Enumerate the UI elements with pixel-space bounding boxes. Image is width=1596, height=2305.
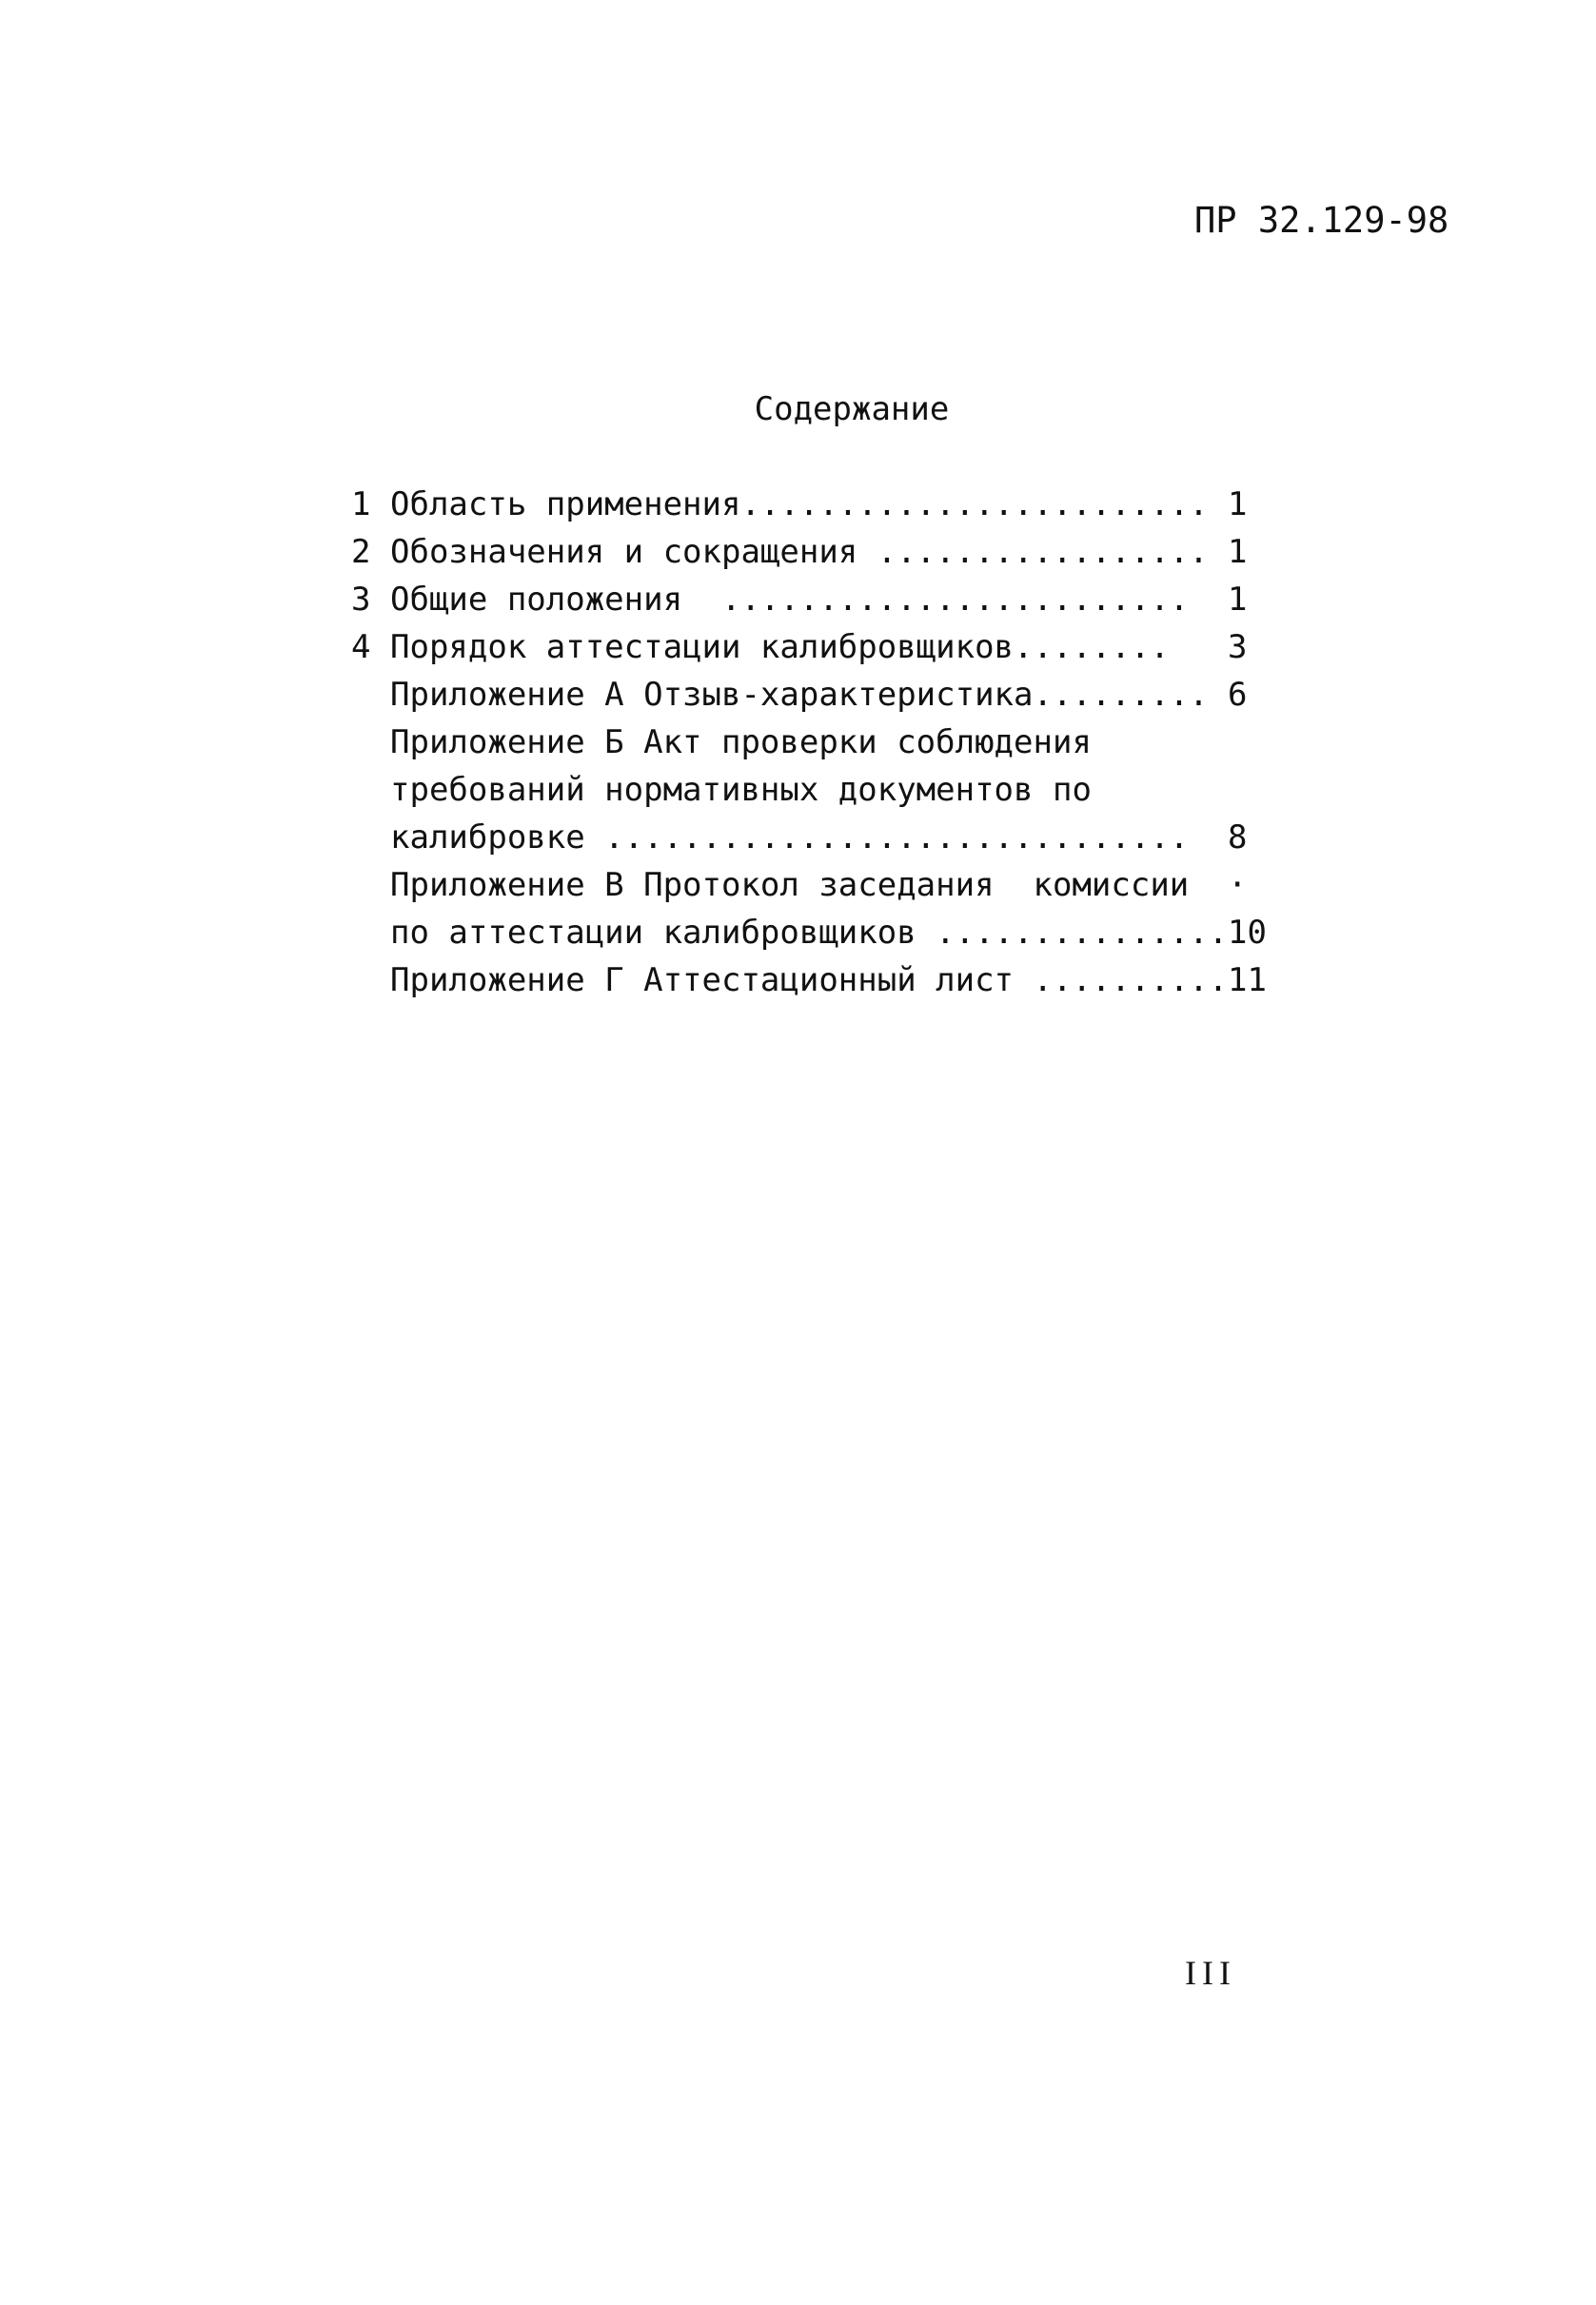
toc-line-text: Порядок аттестации калибровщиков........ [390, 628, 1170, 666]
toc-line [0, 581, 1248, 628]
toc-line-page: 6 [1228, 676, 1248, 714]
toc-line-number: 2 [351, 533, 371, 571]
toc-line-text: Область применения........................ [390, 485, 1209, 523]
toc-line-page: 1 [1228, 533, 1248, 571]
toc-line-text: требований нормативных документов по [390, 771, 1092, 809]
toc-line [0, 818, 1248, 866]
toc-line-page: 11 [1228, 961, 1267, 999]
toc-line [0, 485, 1248, 533]
page-number: III [1185, 1954, 1236, 1992]
toc-line-page: · [1228, 866, 1248, 904]
toc-line-page: 1 [1228, 485, 1248, 523]
toc-line [0, 628, 1248, 676]
toc-line [0, 533, 1248, 581]
toc-line-text: Общие положения ........................ [390, 581, 1190, 619]
toc-line-text: калибровке .............................. [390, 818, 1190, 857]
toc-line-page: 3 [1228, 628, 1248, 666]
toc-line-page: 1 [1228, 581, 1248, 619]
toc-line [0, 961, 1267, 1009]
toc-line [0, 723, 1092, 771]
toc-line [0, 676, 1248, 723]
toc-line-text: Приложение А Отзыв-характеристика......... [390, 676, 1209, 714]
toc-line-page: 8 [1228, 818, 1248, 857]
toc-line-text: Приложение Г Аттестационный лист .......... [390, 961, 1229, 999]
toc-line-page: 10 [1228, 914, 1267, 952]
toc-line-number: 4 [351, 628, 371, 666]
toc-line-number: 3 [351, 581, 371, 619]
toc-line [0, 771, 1092, 818]
document-code: ПР 32.129-98 [1194, 200, 1449, 241]
toc-line-text: Обозначения и сокращения ................. [390, 533, 1209, 571]
toc-line-number: 1 [351, 485, 371, 523]
toc-line [0, 866, 1248, 914]
toc-line-text: Приложение В Протокол заседания комиссии [390, 866, 1190, 904]
toc-line [0, 914, 1267, 961]
toc-title: Содержание [754, 390, 950, 428]
toc-line-text: по аттестации калибровщиков ............... [390, 914, 1229, 952]
toc-line-text: Приложение Б Акт проверки соблюдения [390, 723, 1092, 761]
